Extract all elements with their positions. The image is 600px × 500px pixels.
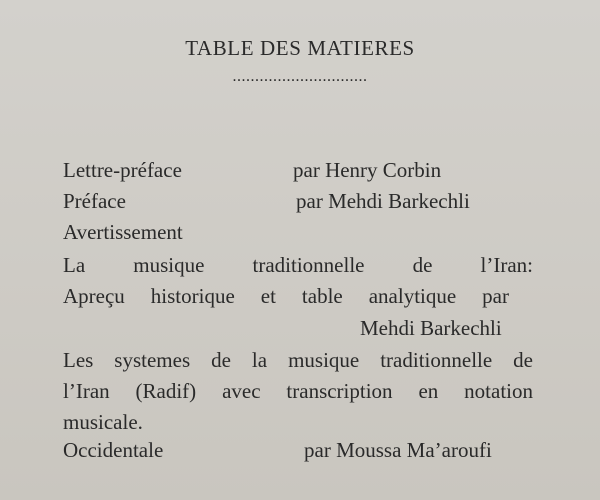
entry-occidentale-label: Occidentale <box>63 438 164 462</box>
entry-systemes-line-1: Les systemes de la musique traditionnelle de <box>63 348 533 372</box>
entry-systemes-line-2: l’Iran (Radif) avec transcription en notation <box>63 379 533 403</box>
entry-musique-line-2: Apreçu historique et table analytique par <box>63 284 509 308</box>
entry-systemes-line-3: musicale. <box>63 410 143 434</box>
dotted-separator: .............................. <box>232 68 368 85</box>
entry-lettre-preface-author: par Henry Corbin <box>293 158 442 182</box>
entry-occidentale-author: par Moussa Ma’aroufi <box>304 438 492 462</box>
entry-avertissement-label: Avertissement <box>63 220 183 244</box>
entry-musique-line-1: La musique traditionnelle de l’Iran: <box>63 253 533 277</box>
entry-lettre-preface-label: Lettre-préface <box>63 158 182 182</box>
entry-musique-author: Mehdi Barkechli <box>360 316 502 340</box>
page-title: TABLE DES MATIERES <box>185 36 415 60</box>
entry-preface-author: par Mehdi Barkechli <box>296 189 470 213</box>
entry-preface-label: Préface <box>63 189 126 213</box>
